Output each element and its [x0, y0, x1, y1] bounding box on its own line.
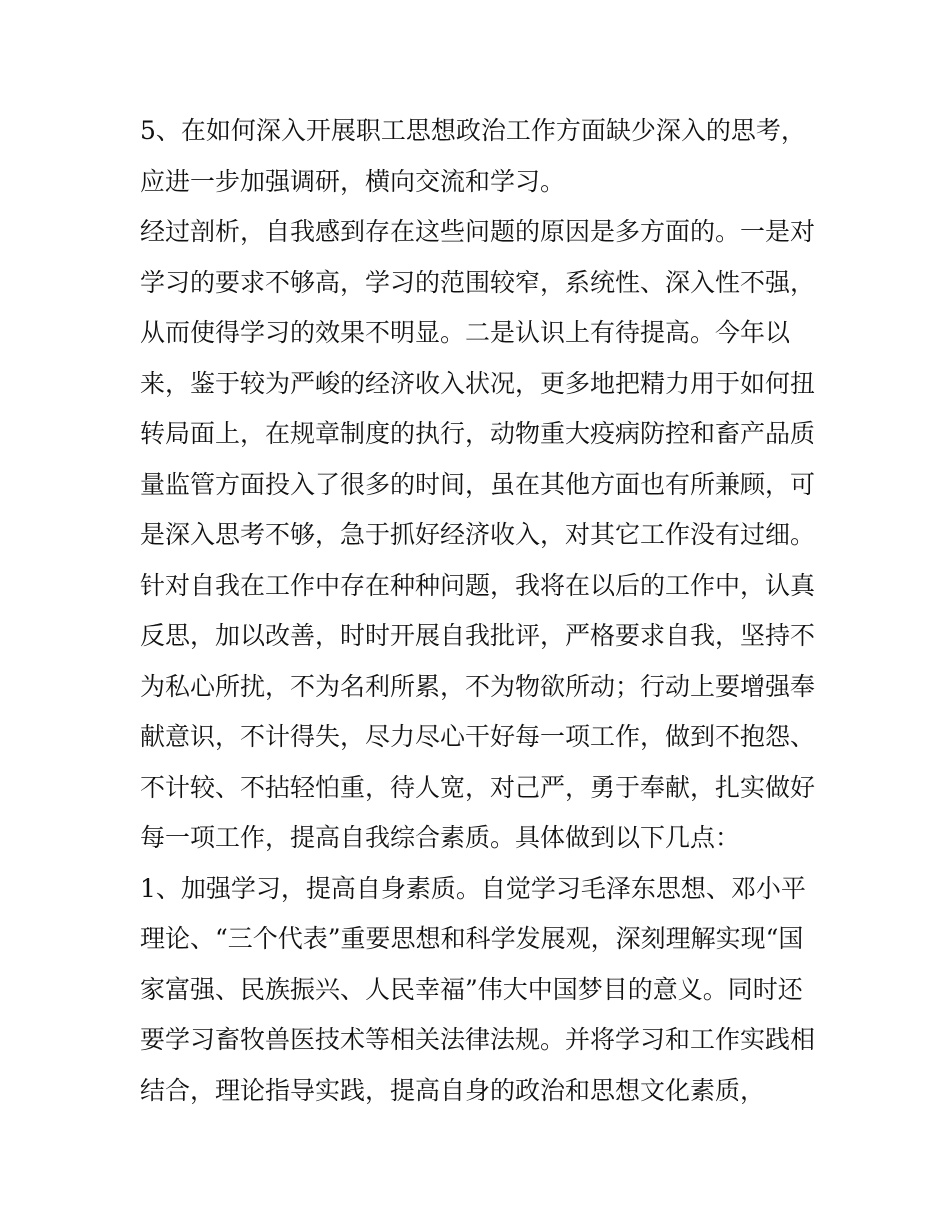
text-line: 反思，加以改善，时时开展自我批评，严格要求自我，坚持不: [140, 621, 816, 650]
text-line: 量监管方面投入了很多的时间，虽在其他方面也有所兼顾，可: [140, 469, 816, 499]
text-line: 结合，理论指导实践，提高自身的政治和思想文化素质，: [140, 1075, 766, 1105]
text-line: 1、加强学习，提高自身素质。自觉学习毛泽东思想、邓小平: [140, 873, 806, 903]
text-line: 5、在如何深入开展职工思想政治工作方面缺少深入的思考，: [140, 116, 806, 145]
text-line: 针对自我在工作中存在种种问题，我将在以后的工作中，认真: [140, 570, 816, 600]
text-line: 应进一步加强调研，横向交流和学习。: [140, 166, 566, 196]
text-line: 学习的要求不够高，学习的范围较窄，系统性、深入性不强，: [140, 267, 816, 297]
text-line: 转局面上，在规章制度的执行，动物重大疫病防控和畜产品质: [140, 419, 816, 448]
text-line: 家富强、民族振兴、人民幸福”伟大中国梦目的意义。同时还: [140, 974, 803, 1004]
text-line: 为私心所扰，不为名利所累，不为物欲所动；行动上要增强奉: [140, 671, 816, 701]
text-line: 理论、“三个代表”重要思想和科学发展观，深刻理解实现“国: [140, 924, 804, 953]
text-line: 不计较、不拈轻怕重，待人宽，对己严，勇于奉献，扎实做好: [140, 772, 816, 802]
document-text-body: [140, 106, 830, 1116]
text-line: 是深入思考不够，急于抓好经济收入，对其它工作没有过细。: [140, 520, 816, 549]
text-line: 经过剖析，自我感到存在这些问题的原因是多方面的。一是对: [140, 217, 816, 246]
text-line: 每一项工作，提高自我综合素质。具体做到以下几点：: [140, 823, 741, 852]
text-line: 从而使得学习的效果不明显。二是认识上有待提高。今年以: [140, 318, 791, 347]
text-line: 献意识，不计得失，尽力尽心干好每一项工作，做到不抱怨、: [140, 722, 816, 751]
text-line: 来，鉴于较为严峻的经济收入状况，更多地把精力用于如何扭: [140, 368, 816, 398]
text-line: 要学习畜牧兽医技术等相关法律法规。并将学习和工作实践相: [140, 1025, 816, 1054]
